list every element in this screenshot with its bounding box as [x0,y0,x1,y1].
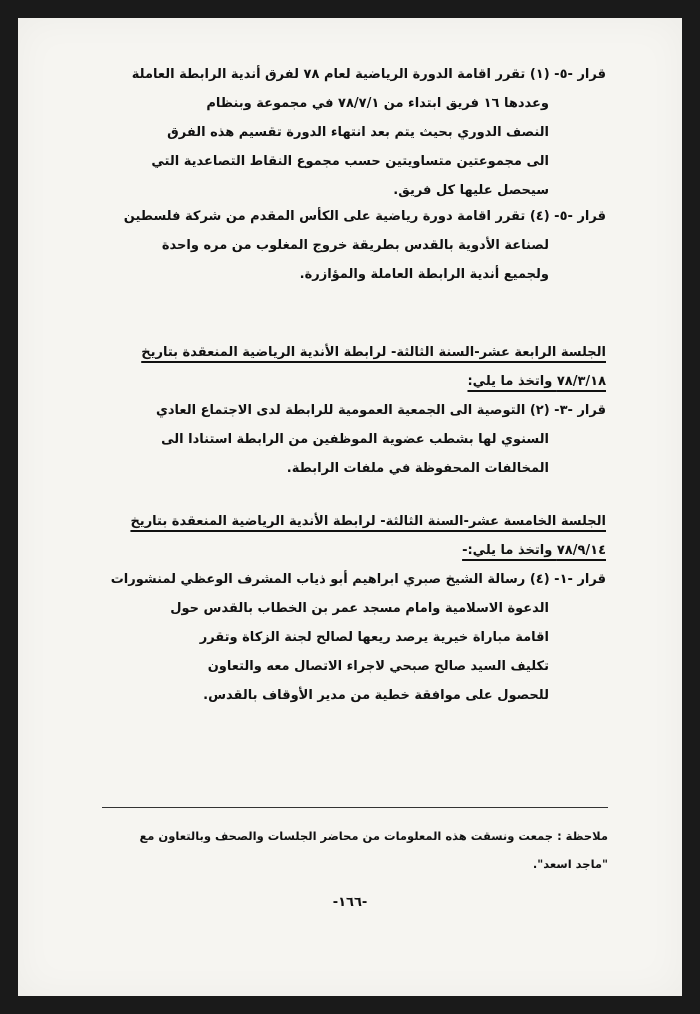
footnote [102,822,608,878]
decision-text-line: لصناعة الأدوية بالقدس بطريقة خروج المغلوب من مره واحدة [161,238,549,253]
session-heading-line: ٧٨/٩/١٤ واتخذ ما يلي:- [462,543,606,558]
decision-label: قرار -٥- (٤) [529,209,606,224]
decision-text-line: تكليف السيد صالح صبحي لاجراء الاتصال معه والتعاون [207,659,549,674]
session-15 [76,507,606,710]
session-heading [76,507,606,536]
page-number: -١٦٦- [332,895,368,910]
decision-text-line: للحصول على موافقة خطية من مدير الأوقاف بالقدس. [203,688,549,703]
decision-text-line: سيحصل عليها كل فريق. [393,183,549,198]
decision-text-line: ولجميع أندية الرابطة العاملة والمؤازرة. [299,267,549,282]
decision-text-line: النصف الدوري بحيث يتم بعد انتهاء الدورة تقسيم هذه الفرق [167,125,549,140]
decision-text-line: تقرر اقامة الدورة الرياضية لعام ٧٨ لفرق أندية الرابطة العاملة [131,67,526,82]
session-heading-row [76,536,606,565]
decision-text-line: اقامة مباراة خيرية يرصد ريعها لصالح لجنة الزكاة وتقرر [199,630,549,645]
decision-text-line: السنوي لها بشطب عضوية الموظفين من الرابطة استنادا الى [161,432,549,447]
decision-label: قرار -٥- (١) [529,67,606,82]
decision-text-line: الدعوة الاسلامية وامام مسجد عمر بن الخطاب بالقدس حول [170,601,549,616]
session-heading-line: الجلسة الخامسة عشر-السنة الثالثة- لرابطة الأندية الرياضية المنعقدة بتاريخ [130,514,606,529]
decision-text-line: الى مجموعتين متساويتين حسب مجموع النقاط التصاعدية التي [151,154,549,169]
session-14 [76,338,606,483]
decision-5-4 [76,202,606,289]
decision-label: قرار -١- (٤) [529,572,606,587]
session-heading-line: الجلسة الرابعة عشر-السنة الثالثة- لرابطة الأندية الرياضية المنعقدة بتاريخ [141,345,606,360]
decision-5-1 [76,60,606,205]
decision-text-line: التوصية الى الجمعية العمومية للرابطة لدى الاجتماع العادي [155,403,526,418]
footnote-line: "ماجد اسعد". [532,857,608,871]
session-heading [76,338,606,367]
session-heading-row [76,367,606,396]
decision-text-line: وعددها ١٦ فريق ابتداء من ٧٨/٧/١ في مجموعة وبنظام [206,96,549,111]
decision-text-line: رسالة الشيخ صبري ابراهيم أبو ذياب المشرف الوعظي لمنشورات [110,572,526,587]
decision-text-line: تقرر اقامة دورة رياضية على الكأس المقدم من شركة فلسطين [123,209,526,224]
decision-text-line: المخالفات المحفوظة في ملفات الرابطة. [286,461,549,476]
decision-label: قرار -٣- (٢) [529,403,606,418]
footnote-line: ملاحظة : جمعت ونسقت هذه المعلومات من محاضر الجلسات والصحف وبالتعاون مع [139,829,608,843]
footnote-divider [102,807,608,808]
session-heading-line: ٧٨/٣/١٨ واتخذ ما يلي: [467,374,606,389]
document-page [18,18,682,996]
